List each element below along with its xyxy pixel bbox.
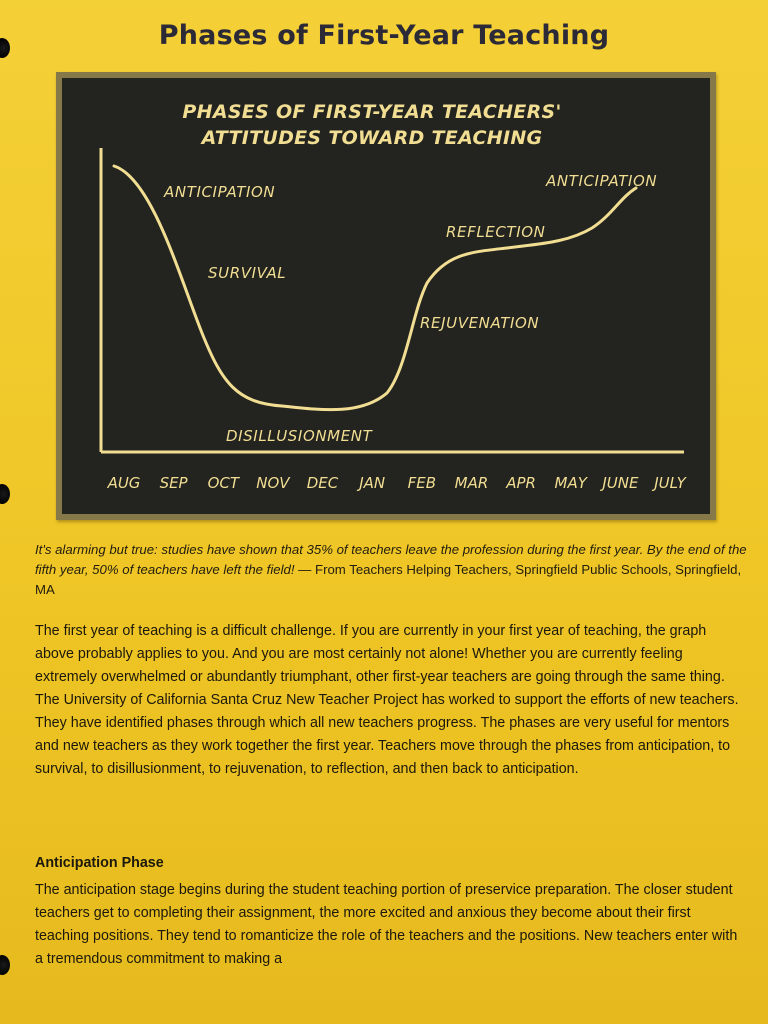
anticipation-paragraph: The anticipation stage begins during the student teaching portion of preservice preparation. The closer student teachers get to completing their assignment, the more excited and anxious they become about their first teaching positions. They tend to romanticize the role of the teachers and the positions. New teachers enter with a tremendous commitment to making a [35,882,738,967]
month-label-mar: MAR [454,474,489,492]
binder-hole [0,484,10,504]
binder-hole [0,955,10,975]
phase-label-survival: SURVIVAL [208,264,287,282]
page-title: Phases of First-Year Teaching [158,20,610,51]
caption-source: — From Teachers Helping Teachers, Springfield Public Schools, Springfield, MA [35,562,742,597]
phase-label-anticipation-start: ANTICIPATION [164,183,276,201]
month-label-july: JULY [654,474,686,492]
month-label-sep: SEP [159,474,188,492]
month-label-dec: DEC [306,474,339,492]
phase-label-disillusionment: DISILLUSIONMENT [226,427,373,445]
month-label-oct: OCT [207,474,240,492]
month-label-nov: NOV [256,474,290,492]
month-label-jan: JAN [359,474,386,492]
month-label-apr: APR [506,474,536,492]
intro-paragraph: The first year of teaching is a difficult challenge. If you are currently in your first year of teaching, the graph above probably applies to you. And you are most certainly not alone! Whether you are currently feeling extremely overwhelmed or abundantly triumphant, other first-year teachers are going through the same thing. The University of California Santa Cruz New Teacher Project has worked to support the efforts of new teachers. They have identified phases through which all new teachers progress. The phases are very useful for mentors and new teachers as they work together the first year. Teachers move through the phases from anticipation, to survival, to disillusionment, to rejuvenation, to reflection, and then back to anticipation. [35,623,739,777]
phase-label-reflection: REFLECTION [446,223,546,241]
chart-title-line1: PHASES OF FIRST-YEAR TEACHERS' [182,101,562,123]
phase-label-anticipation-end: ANTICIPATION [546,172,658,190]
caption-statistic: It's alarming but true: studies have shown that 35% of teachers leave the profession during the first year. By the end of the fifth year, 50% of teachers have left the field! [35,542,747,577]
phase-label-rejuvenation: REJUVENATION [420,314,540,332]
chart-title-line2: ATTITUDES TOWARD TEACHING [201,127,543,149]
month-label-june: JUNE [602,474,639,492]
month-label-may: MAY [554,474,587,492]
section-heading-anticipation: Anticipation Phase [35,855,164,871]
figure-caption [35,540,755,600]
month-label-feb: FEB [407,474,437,492]
phase-chart [62,78,710,514]
month-label-aug: AUG [107,474,141,492]
figure-frame [56,72,716,520]
